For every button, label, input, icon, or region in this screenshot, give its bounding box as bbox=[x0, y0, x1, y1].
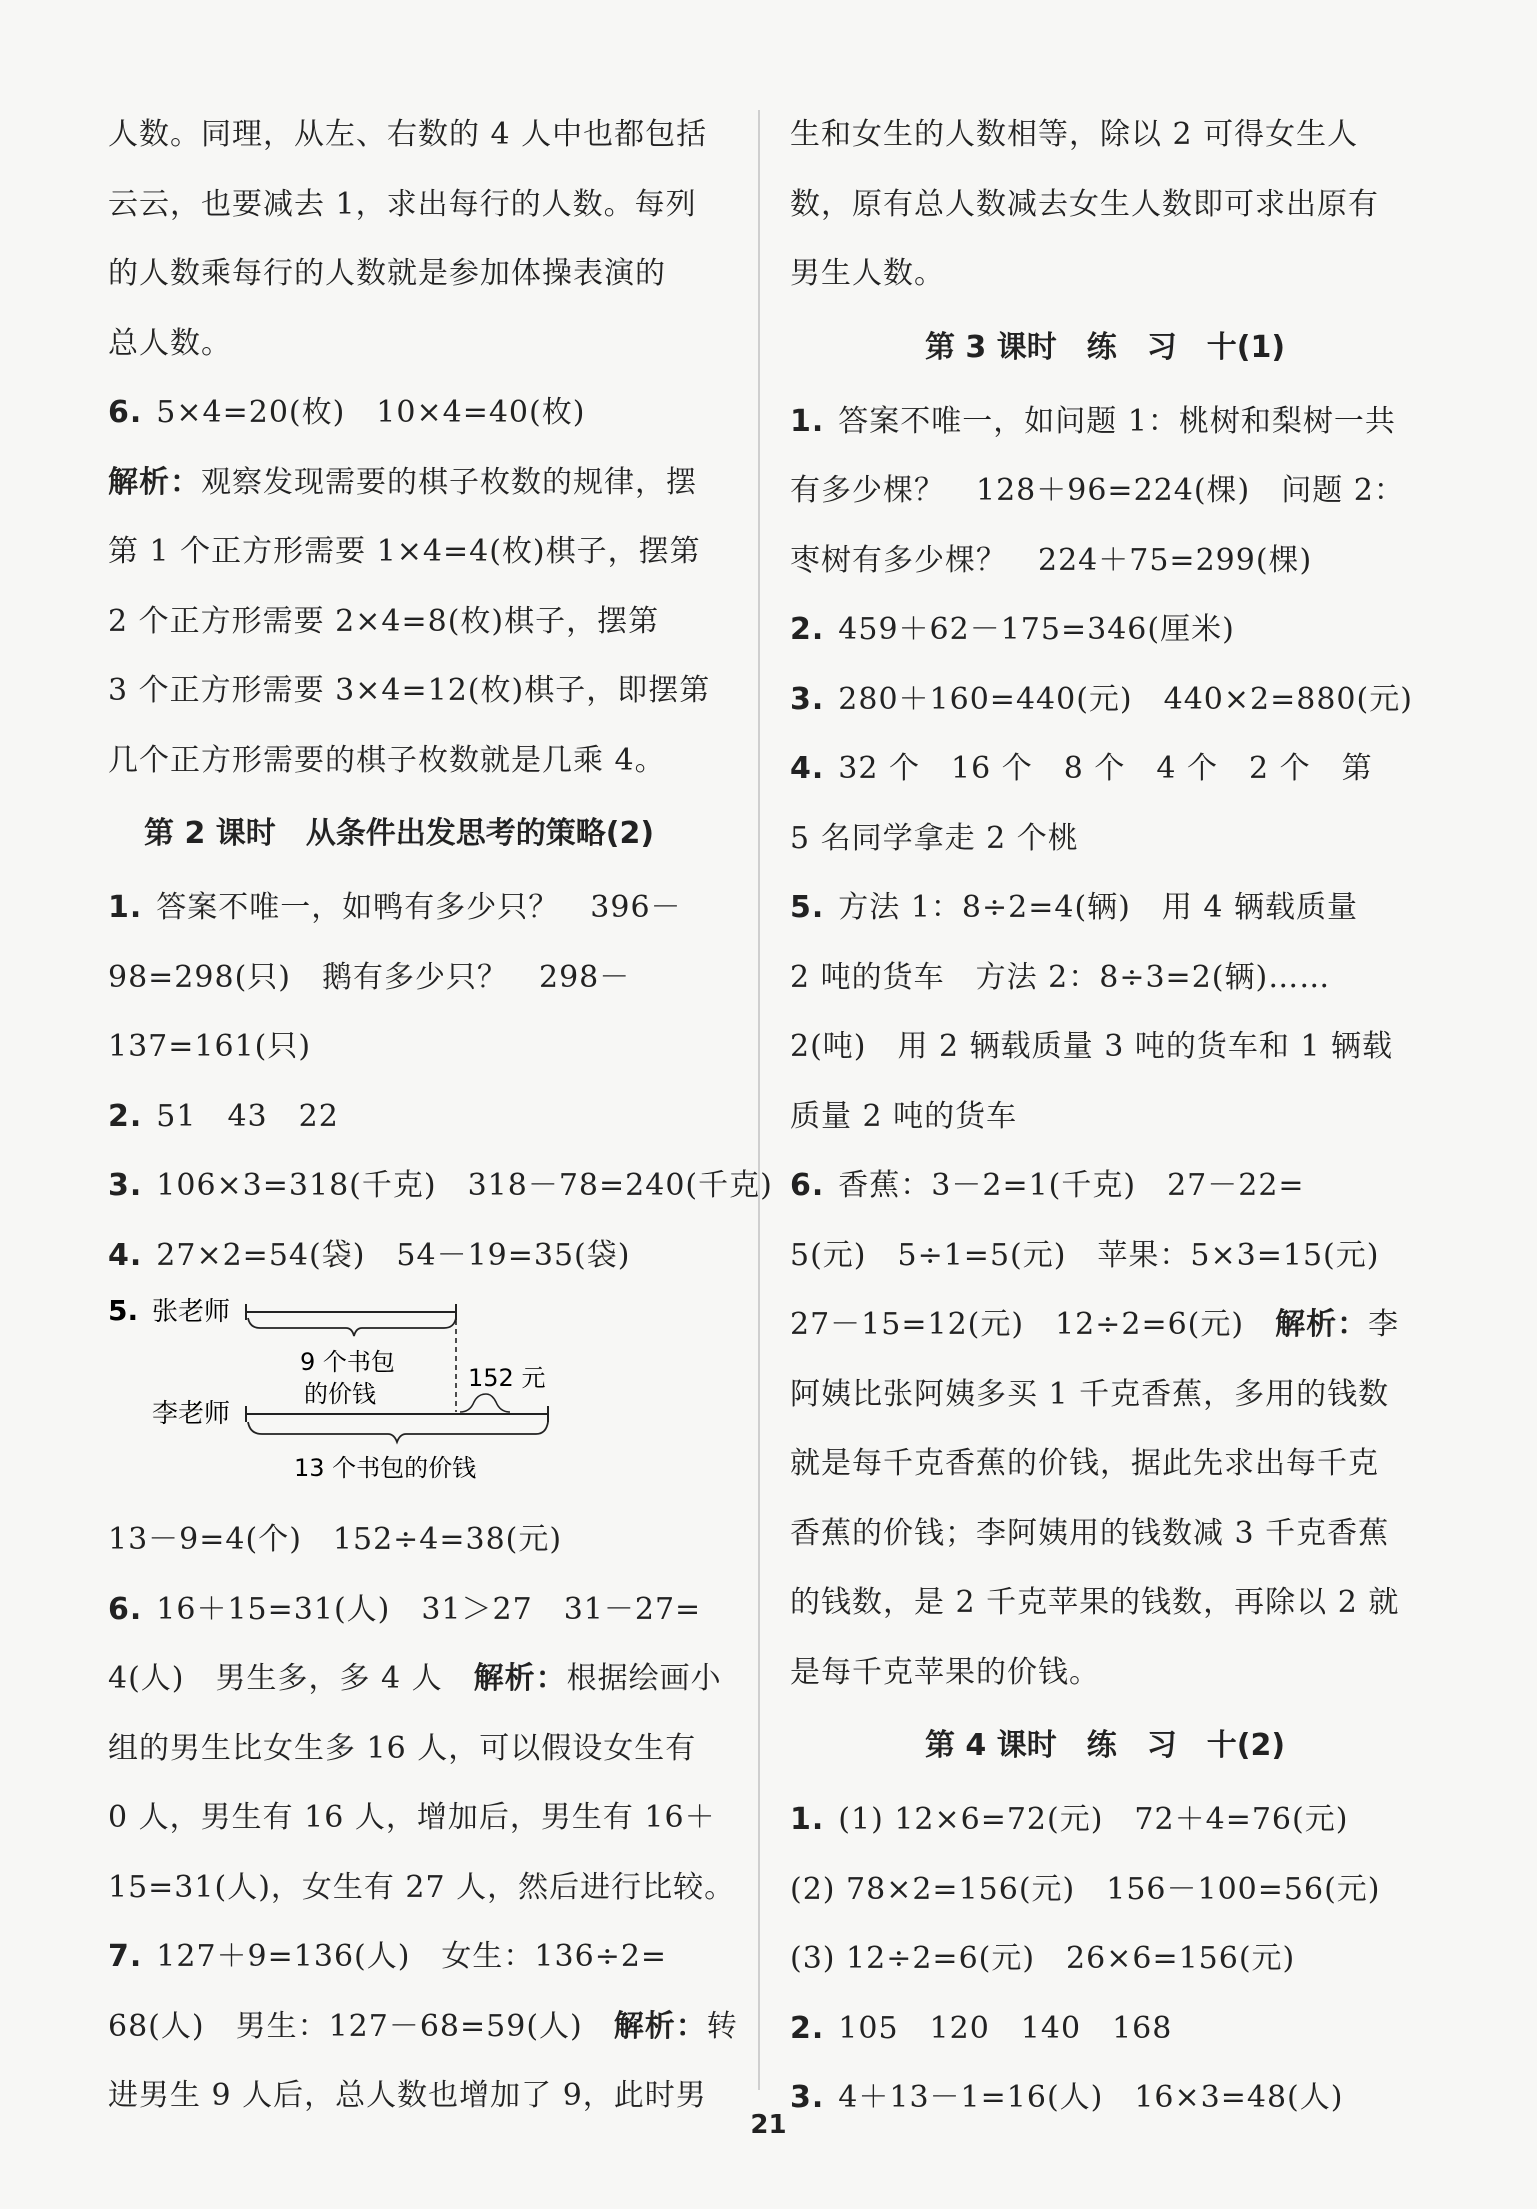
answer-text: 答案不唯一，如鸭有多少只？ 396－ bbox=[156, 890, 682, 925]
text-line: 组的男生比女生多 16 人，可以假设女生有 bbox=[108, 1730, 697, 1766]
question-number: 4. bbox=[108, 1237, 143, 1273]
answer-1 bbox=[790, 1785, 1420, 1855]
text-line: 的钱数，是 2 千克苹果的钱数，再除以 2 就 bbox=[790, 1585, 1400, 1620]
text-line: 15=31(人)，女生有 27 人，然后进行比较。 bbox=[108, 1869, 736, 1905]
brace-bottom bbox=[248, 1422, 548, 1442]
analysis-label: 解析： bbox=[108, 464, 201, 500]
answer-text: 459＋62－175=346(厘米) bbox=[838, 612, 1235, 647]
answer-text: 16＋15=31(人) 31＞27 31－27= bbox=[156, 1591, 702, 1627]
side-brace bbox=[460, 1394, 510, 1412]
analysis-label: 解析： bbox=[473, 1661, 567, 1696]
answer-text: 5×4=20(枚) 10×4=40(枚) bbox=[156, 395, 586, 430]
label-zhang: 张老师 bbox=[152, 1297, 231, 1327]
text-line: 13－9=4(个) 152÷4=38(元) bbox=[108, 1522, 563, 1557]
answer-4 bbox=[790, 734, 1420, 804]
answer-text: 106×3=318(千克) 318－78=240(千克) bbox=[156, 1168, 773, 1203]
answer-6 bbox=[108, 1575, 728, 1645]
answer-text: 127＋9=136(人) 女生：136÷2= bbox=[156, 1939, 668, 1974]
answer-text: 68(人) 男生：127－68=59(人) bbox=[108, 2008, 614, 2044]
question-number: 2. bbox=[790, 612, 825, 647]
question-number: 6. bbox=[108, 395, 143, 430]
brace-top-label-2: 的价钱 bbox=[304, 1380, 376, 1408]
text-line: 进男生 9 人后，总人数也增加了 9，此时男 bbox=[108, 2078, 707, 2113]
label-li: 李老师 bbox=[152, 1399, 231, 1429]
text-line: 枣树有多少棵？ 224＋75=299(棵) bbox=[790, 542, 1313, 578]
right-column bbox=[790, 100, 1420, 2133]
text-line: 男生人数。 bbox=[790, 256, 945, 291]
text-line bbox=[108, 1644, 728, 1714]
answer-3 bbox=[108, 1151, 773, 1221]
section-title: 第 3 课时 练 习 十(1) bbox=[924, 329, 1286, 365]
text-line: 0 人，男生有 16 人，增加后，男生有 16＋ bbox=[108, 1800, 716, 1835]
answer-2 bbox=[108, 1082, 728, 1152]
text-line: 数，原有总人数减去女生人数即可求出原有 bbox=[790, 186, 1379, 222]
diagram-svg bbox=[108, 1290, 728, 1505]
line-segment-diagram bbox=[108, 1290, 728, 1505]
question-number: 3. bbox=[790, 2080, 825, 2115]
answer-7 bbox=[108, 1922, 728, 1992]
answer-1 bbox=[790, 387, 1420, 457]
text-line: 生和女生的人数相等，除以 2 可得女生人 bbox=[790, 117, 1359, 152]
text-line: (3) 12÷2=6(元) 26×6=156(元) bbox=[790, 1941, 1296, 1976]
question-number: 4. bbox=[790, 751, 825, 786]
answer-text: 51 43 22 bbox=[156, 1098, 339, 1134]
text-line: 就是每千克香蕉的价钱，据此先求出每千克 bbox=[790, 1446, 1379, 1481]
analysis-label: 解析： bbox=[1275, 1307, 1369, 1342]
text-line: 2 个正方形需要 2×4=8(枚)棋子，摆第 bbox=[108, 603, 660, 639]
question-number: 1. bbox=[108, 890, 143, 925]
left-column bbox=[108, 100, 773, 2131]
text-line: 2 吨的货车 方法 2：8÷3=2(辆)…… bbox=[790, 959, 1331, 995]
answer-text: 27×2=54(袋) 54－19=35(袋) bbox=[156, 1237, 631, 1273]
answer-text: 27－15=12(元) 12÷2=6(元) bbox=[790, 1307, 1276, 1342]
text-line: (2) 78×2=156(元) 156－100=56(元) bbox=[790, 1871, 1381, 1907]
text-line: 质量 2 吨的货车 bbox=[790, 1098, 1018, 1134]
question-number: 2. bbox=[108, 1098, 143, 1134]
answer-6 bbox=[108, 378, 728, 448]
analysis-text: 李 bbox=[1368, 1307, 1400, 1342]
text-line bbox=[108, 1992, 738, 2062]
analysis-text: 根据绘画小 bbox=[566, 1661, 722, 1696]
answer-text: (1) 12×6=72(元) 72＋4=76(元) bbox=[838, 1802, 1349, 1837]
answer-text: 答案不唯一，如问题 1：桃树和梨树一共 bbox=[838, 403, 1396, 439]
text-line: 137=161(只) bbox=[108, 1029, 312, 1064]
text-line: 总人数。 bbox=[108, 325, 232, 361]
answer-5 bbox=[790, 873, 1420, 943]
question-number: 2. bbox=[790, 2010, 825, 2046]
question-number: 3. bbox=[108, 1168, 143, 1203]
text-line: 云云，也要减去 1，求出每行的人数。每列 bbox=[108, 186, 697, 222]
text-line: 2(吨) 用 2 辆载质量 3 吨的货车和 1 辆载 bbox=[790, 1029, 1393, 1064]
text-line: 人数。同理，从左、右数的 4 人中也都包括 bbox=[108, 117, 708, 152]
side-amount: 152 元 bbox=[468, 1364, 546, 1392]
answer-text: 280＋160=440(元) 440×2=880(元) bbox=[838, 681, 1413, 717]
answer-4 bbox=[108, 1221, 728, 1291]
text-line: 几个正方形需要的棋子枚数就是几乘 4。 bbox=[108, 742, 666, 778]
text-line: 3 个正方形需要 3×4=12(枚)棋子，即摆第 bbox=[108, 673, 711, 708]
analysis-6 bbox=[108, 448, 728, 518]
section-title: 第 2 课时 从条件出发思考的策略(2) bbox=[144, 816, 655, 851]
section-title: 第 4 课时 练 习 十(2) bbox=[924, 1728, 1286, 1763]
question-number: 1. bbox=[790, 1802, 825, 1837]
answer-text: 方法 1：8÷2=4(辆) 用 4 辆载质量 bbox=[838, 890, 1359, 925]
analysis-text: 观察发现需要的棋子枚数的规律，摆 bbox=[201, 464, 697, 500]
answer-text: 4＋13－1=16(人) 16×3=48(人) bbox=[838, 2080, 1344, 2115]
text-line: 是每千克苹果的价钱。 bbox=[790, 1654, 1100, 1690]
brace-top-label-1: 9 个书包 bbox=[300, 1348, 395, 1376]
analysis-label: 解析： bbox=[613, 2008, 707, 2044]
text-line: 5(元) 5÷1=5(元) 苹果：5×3=15(元) bbox=[790, 1237, 1380, 1273]
text-line: 98=298(只) 鹅有多少只？ 298－ bbox=[108, 959, 631, 995]
text-line: 的人数乘每行的人数就是参加体操表演的 bbox=[108, 256, 666, 291]
question-number: 7. bbox=[108, 1939, 143, 1974]
answer-6 bbox=[790, 1151, 1420, 1221]
answer-2 bbox=[790, 1994, 1420, 2064]
answer-text: 32 个 16 个 8 个 4 个 2 个 第 bbox=[838, 751, 1373, 786]
page-number: 21 bbox=[750, 2110, 787, 2140]
text-line bbox=[790, 1290, 1420, 1360]
analysis-text: 转 bbox=[706, 2008, 738, 2044]
question-number: 3. bbox=[790, 681, 825, 717]
question-number: 1. bbox=[790, 403, 825, 439]
answer-text: 105 120 140 168 bbox=[838, 2010, 1173, 2046]
text-line: 香蕉的价钱；李阿姨用的钱数减 3 千克香蕉 bbox=[790, 1515, 1390, 1551]
answer-2 bbox=[790, 595, 1420, 665]
question-number: 6. bbox=[790, 1168, 825, 1203]
question-number: 6. bbox=[108, 1591, 143, 1627]
text-line: 有多少棵？ 128＋96=224(棵) 问题 2： bbox=[790, 473, 1405, 508]
text-line: 5 名同学拿走 2 个桃 bbox=[790, 820, 1079, 856]
question-number: 5. bbox=[108, 1294, 139, 1327]
column-divider bbox=[758, 110, 760, 2090]
answer-1 bbox=[108, 873, 728, 943]
text-line: 第 1 个正方形需要 1×4=4(枚)棋子，摆第 bbox=[108, 534, 701, 569]
answer-3 bbox=[790, 665, 1420, 735]
answer-text: 4(人) 男生多，多 4 人 bbox=[108, 1661, 474, 1696]
answer-text: 香蕉：3－2=1(千克) 27－22= bbox=[838, 1168, 1305, 1203]
brace-top bbox=[248, 1318, 456, 1336]
text-line: 阿姨比张阿姨多买 1 千克香蕉，多用的钱数 bbox=[790, 1376, 1390, 1412]
brace-bottom-label: 13 个书包的价钱 bbox=[294, 1454, 477, 1482]
question-number: 5. bbox=[790, 890, 825, 925]
